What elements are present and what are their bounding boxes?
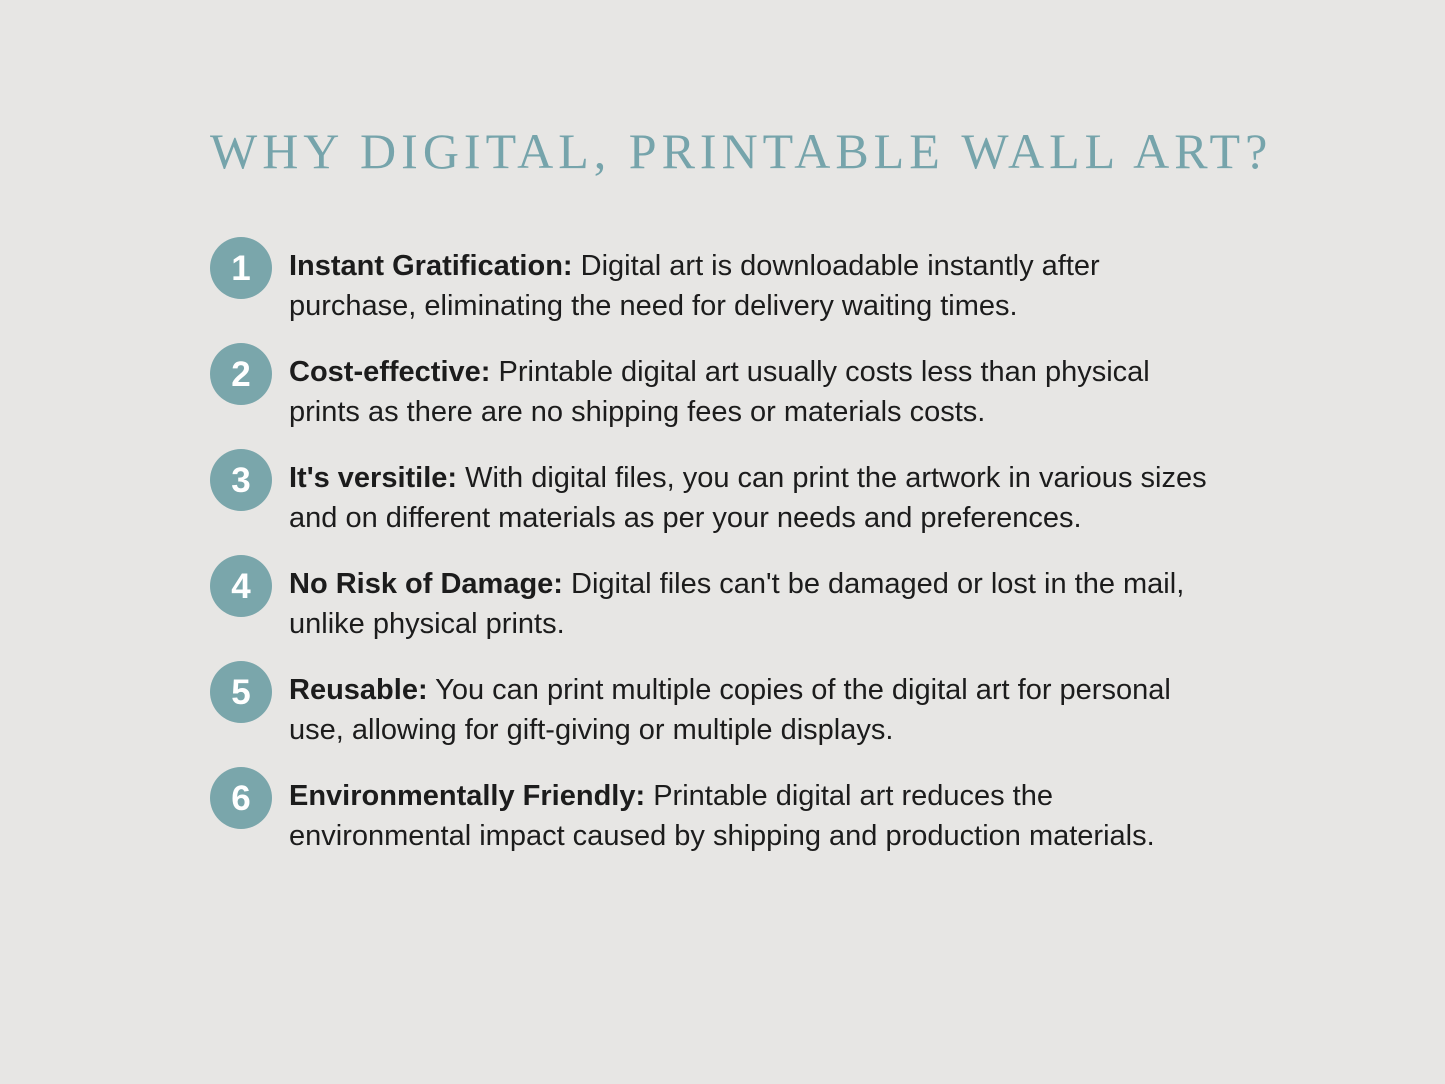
item-label: Cost-effective:	[289, 356, 491, 388]
page-title: WHY DIGITAL, PRINTABLE WALL ART?	[210, 123, 1273, 179]
item-label: It's versitile:	[289, 462, 458, 494]
item-text	[289, 352, 1219, 432]
item-number-badge	[210, 661, 272, 723]
item-description: You can print multiple copies of the digital art for personal use, allowing for gift-giving or multiple displays.	[289, 674, 1171, 746]
item-number: 6	[231, 778, 251, 818]
item-text	[289, 246, 1219, 326]
item-text	[289, 564, 1219, 644]
item-number: 4	[231, 566, 251, 606]
item-body	[289, 246, 1219, 326]
item-label: Environmentally Friendly:	[289, 780, 646, 812]
item-text	[289, 458, 1219, 538]
item-text	[289, 670, 1219, 750]
item-number: 2	[231, 354, 251, 394]
item-number-badge	[210, 449, 272, 511]
benefits-list	[210, 246, 1240, 856]
list-item	[210, 670, 1240, 750]
item-number-badge	[210, 767, 272, 829]
item-number-badge	[210, 555, 272, 617]
item-body	[289, 458, 1219, 538]
item-number: 5	[231, 672, 251, 712]
item-description: With digital files, you can print the artwork in various sizes and on different materials as per your needs and preferences.	[289, 462, 1207, 534]
list-item	[210, 352, 1240, 432]
item-text	[289, 776, 1219, 856]
item-body	[289, 352, 1219, 432]
item-body	[289, 564, 1219, 644]
list-item	[210, 246, 1240, 326]
item-number-badge	[210, 343, 272, 405]
item-description: Digital files can't be damaged or lost in the mail, unlike physical prints.	[289, 568, 1185, 640]
item-description: Printable digital art reduces the environmental impact caused by shipping and production materials.	[289, 780, 1155, 852]
item-label: Instant Gratification:	[289, 250, 573, 282]
list-item	[210, 458, 1240, 538]
list-item	[210, 776, 1240, 856]
item-body	[289, 670, 1219, 750]
item-number: 1	[231, 248, 251, 288]
item-number-badge	[210, 237, 272, 299]
item-body	[289, 776, 1219, 856]
item-label: Reusable:	[289, 674, 428, 706]
item-description: Printable digital art usually costs less than physical prints as there are no shipping fees or materials costs.	[289, 356, 1150, 428]
item-number: 3	[231, 460, 251, 500]
item-label: No Risk of Damage:	[289, 568, 563, 600]
list-item	[210, 564, 1240, 644]
item-description: Digital art is downloadable instantly after purchase, eliminating the need for delivery waiting times.	[289, 250, 1100, 322]
